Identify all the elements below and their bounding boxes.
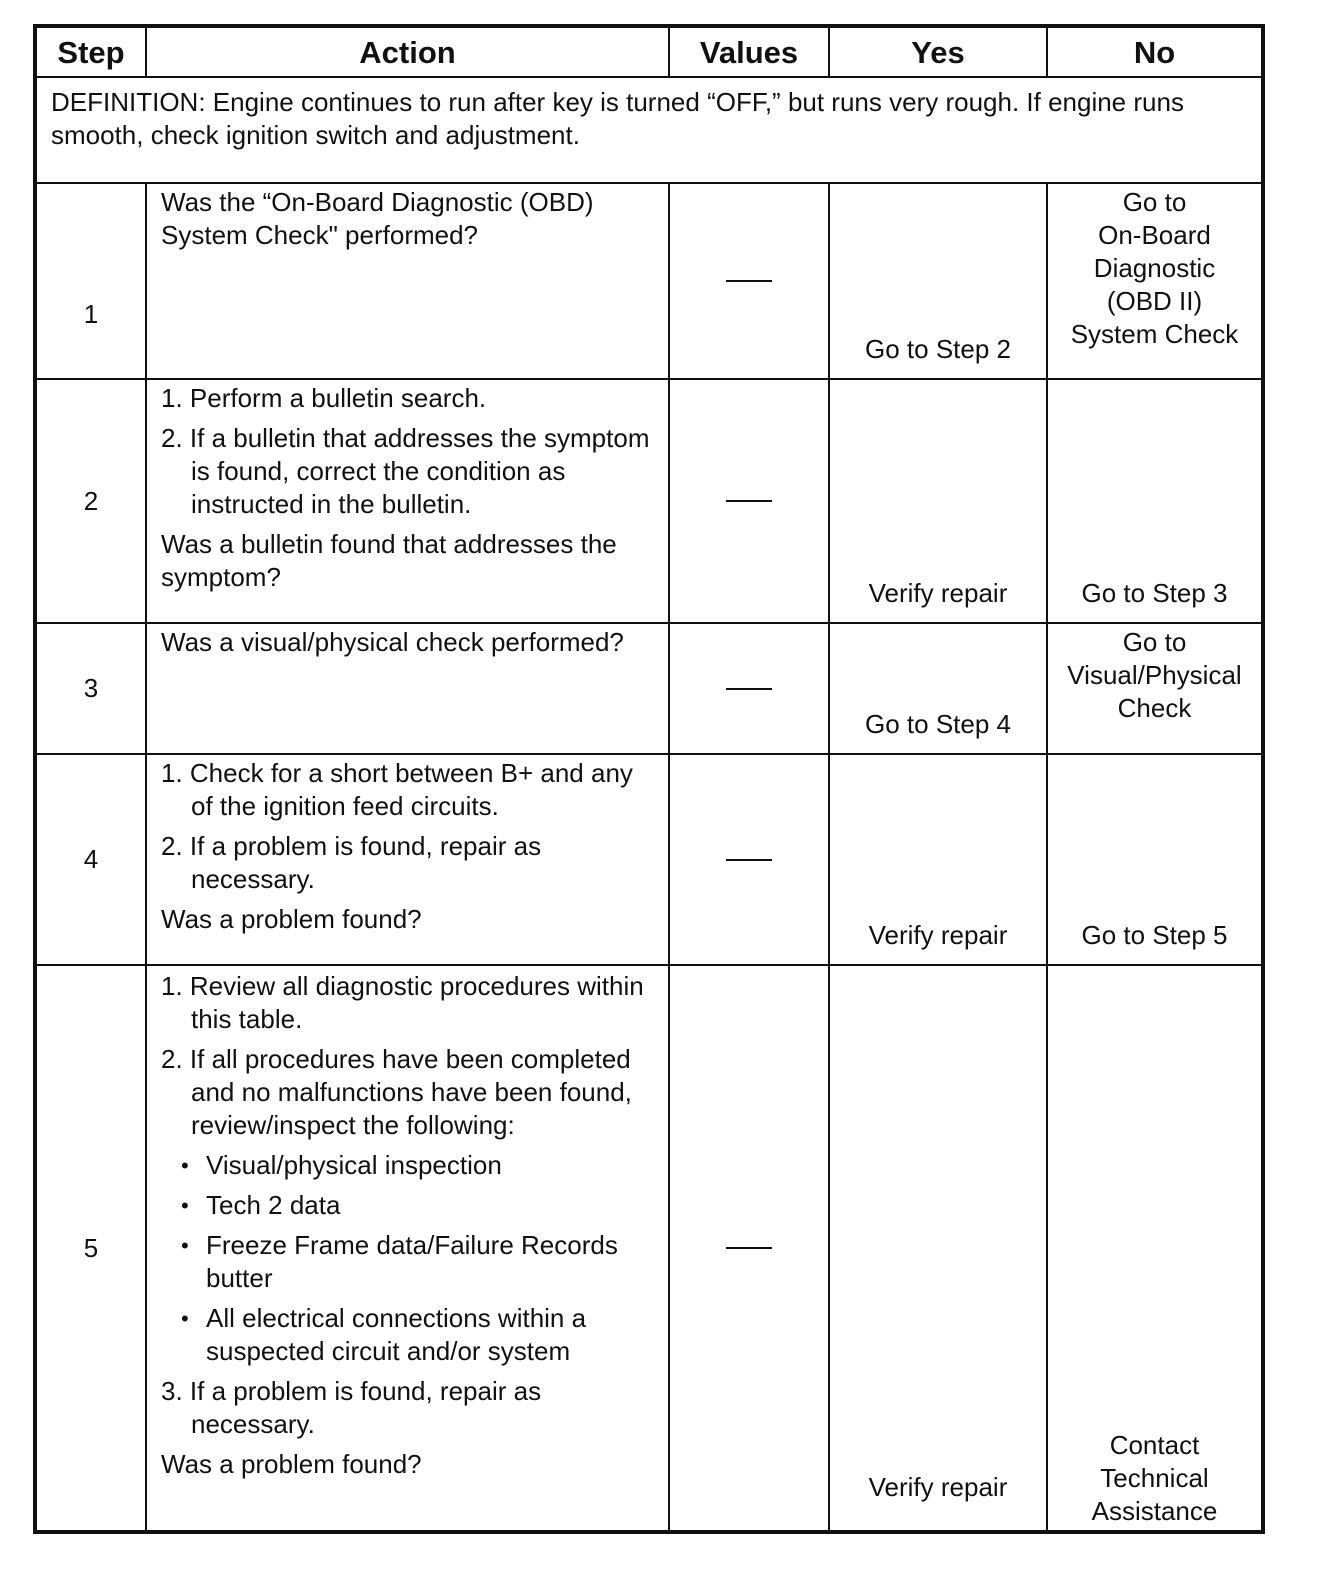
- no-line: Go to Step 3: [1081, 578, 1228, 608]
- table-row: [35, 965, 1263, 1532]
- bullet-text: Visual/physical inspection: [206, 1150, 502, 1180]
- action-cell: [146, 965, 669, 1532]
- bullet-item: [161, 1149, 654, 1182]
- header-values: Values: [669, 26, 829, 77]
- values-cell: [669, 965, 829, 1532]
- yes-cell: Go to Step 4: [829, 623, 1047, 754]
- header-row: [35, 26, 1263, 77]
- step-number: 1: [35, 183, 146, 379]
- definition-row: [35, 77, 1263, 183]
- no-line: System Check: [1070, 319, 1239, 349]
- action-text: 1. Check for a short between B+ and any of the ignition feed circuits.: [161, 758, 633, 821]
- dash-value: [726, 688, 772, 690]
- no-line: Diagnostic: [1093, 253, 1216, 283]
- header-yes: Yes: [829, 26, 1047, 77]
- bullet-icon: •: [181, 1153, 189, 1178]
- action-text: 2. If a problem is found, repair as necessary.: [161, 831, 542, 894]
- no-line: (OBD II): [1106, 286, 1203, 316]
- no-cell: [1047, 379, 1263, 623]
- action-question: Was a problem found?: [161, 1449, 422, 1479]
- action-text: 2. If all procedures have been completed and no malfunctions have been found, review/inspect the following:: [161, 1044, 632, 1140]
- bullet-text: All electrical connections within a suspected circuit and/or system: [206, 1303, 587, 1366]
- values-cell: [669, 379, 829, 623]
- table-row: [35, 623, 1263, 754]
- dash-value: [726, 859, 772, 861]
- step-number: 5: [35, 965, 146, 1532]
- action-text: 2. If a bulletin that addresses the symptom is found, correct the condition as instructed in the bulletin.: [161, 423, 650, 519]
- step-number: 3: [35, 623, 146, 754]
- action-cell: [146, 379, 669, 623]
- values-cell: [669, 754, 829, 965]
- no-line: Go to: [1122, 627, 1187, 657]
- no-cell: [1047, 623, 1263, 754]
- bullet-text: Tech 2 data: [206, 1190, 341, 1220]
- action-question: Was a problem found?: [161, 904, 422, 934]
- no-cell: [1047, 965, 1263, 1532]
- diagnostic-table: [33, 24, 1265, 1534]
- dash-value: [726, 280, 772, 282]
- yes-cell: Verify repair: [829, 379, 1047, 623]
- action-text: 1. Review all diagnostic procedures within this table.: [161, 971, 644, 1034]
- step-number: 2: [35, 379, 146, 623]
- action-text: 1. Perform a bulletin search.: [161, 383, 487, 413]
- action-cell: [146, 754, 669, 965]
- table-row: [35, 379, 1263, 623]
- bullet-item: [161, 1189, 654, 1222]
- header-no: No: [1047, 26, 1263, 77]
- no-line: Technical: [1100, 1463, 1209, 1493]
- bullet-item: [161, 1229, 654, 1295]
- table-row: [35, 754, 1263, 965]
- action-text: Was a visual/physical check performed?: [161, 627, 624, 657]
- no-line: Go to: [1122, 187, 1187, 217]
- bullet-icon: •: [181, 1193, 189, 1218]
- yes-cell: Verify repair: [829, 754, 1047, 965]
- action-cell: [146, 183, 669, 379]
- no-line: Check: [1117, 693, 1192, 723]
- yes-cell: Verify repair: [829, 965, 1047, 1532]
- yes-cell: Go to Step 2: [829, 183, 1047, 379]
- no-line: On-Board: [1098, 220, 1211, 250]
- no-line: Visual/Physical: [1067, 660, 1242, 690]
- action-text: Was the “On-Board Diagnostic (OBD) System Check" performed?: [161, 187, 594, 250]
- values-cell: [669, 623, 829, 754]
- no-cell: [1047, 754, 1263, 965]
- definition-text: DEFINITION: Engine continues to run after key is turned “OFF,” but runs very rough. If engine runs smooth, check ignition switch and adjustment.: [35, 77, 1263, 183]
- header-action: Action: [146, 26, 669, 77]
- dash-value: [726, 1247, 772, 1249]
- bullet-icon: •: [181, 1306, 189, 1331]
- no-line: Assistance: [1091, 1496, 1218, 1526]
- action-cell: [146, 623, 669, 754]
- no-line: Contact: [1109, 1430, 1200, 1460]
- step-number: 4: [35, 754, 146, 965]
- header-step: Step: [35, 26, 146, 77]
- bullet-text: Freeze Frame data/Failure Records butter: [206, 1230, 618, 1293]
- action-question: Was a bulletin found that addresses the symptom?: [161, 529, 617, 592]
- no-cell: [1047, 183, 1263, 379]
- action-text: 3. If a problem is found, repair as necessary.: [161, 1376, 542, 1439]
- values-cell: [669, 183, 829, 379]
- bullet-icon: •: [181, 1233, 189, 1258]
- dash-value: [726, 500, 772, 502]
- no-line: Go to Step 5: [1081, 920, 1228, 950]
- bullet-item: [161, 1302, 654, 1368]
- table-row: [35, 183, 1263, 379]
